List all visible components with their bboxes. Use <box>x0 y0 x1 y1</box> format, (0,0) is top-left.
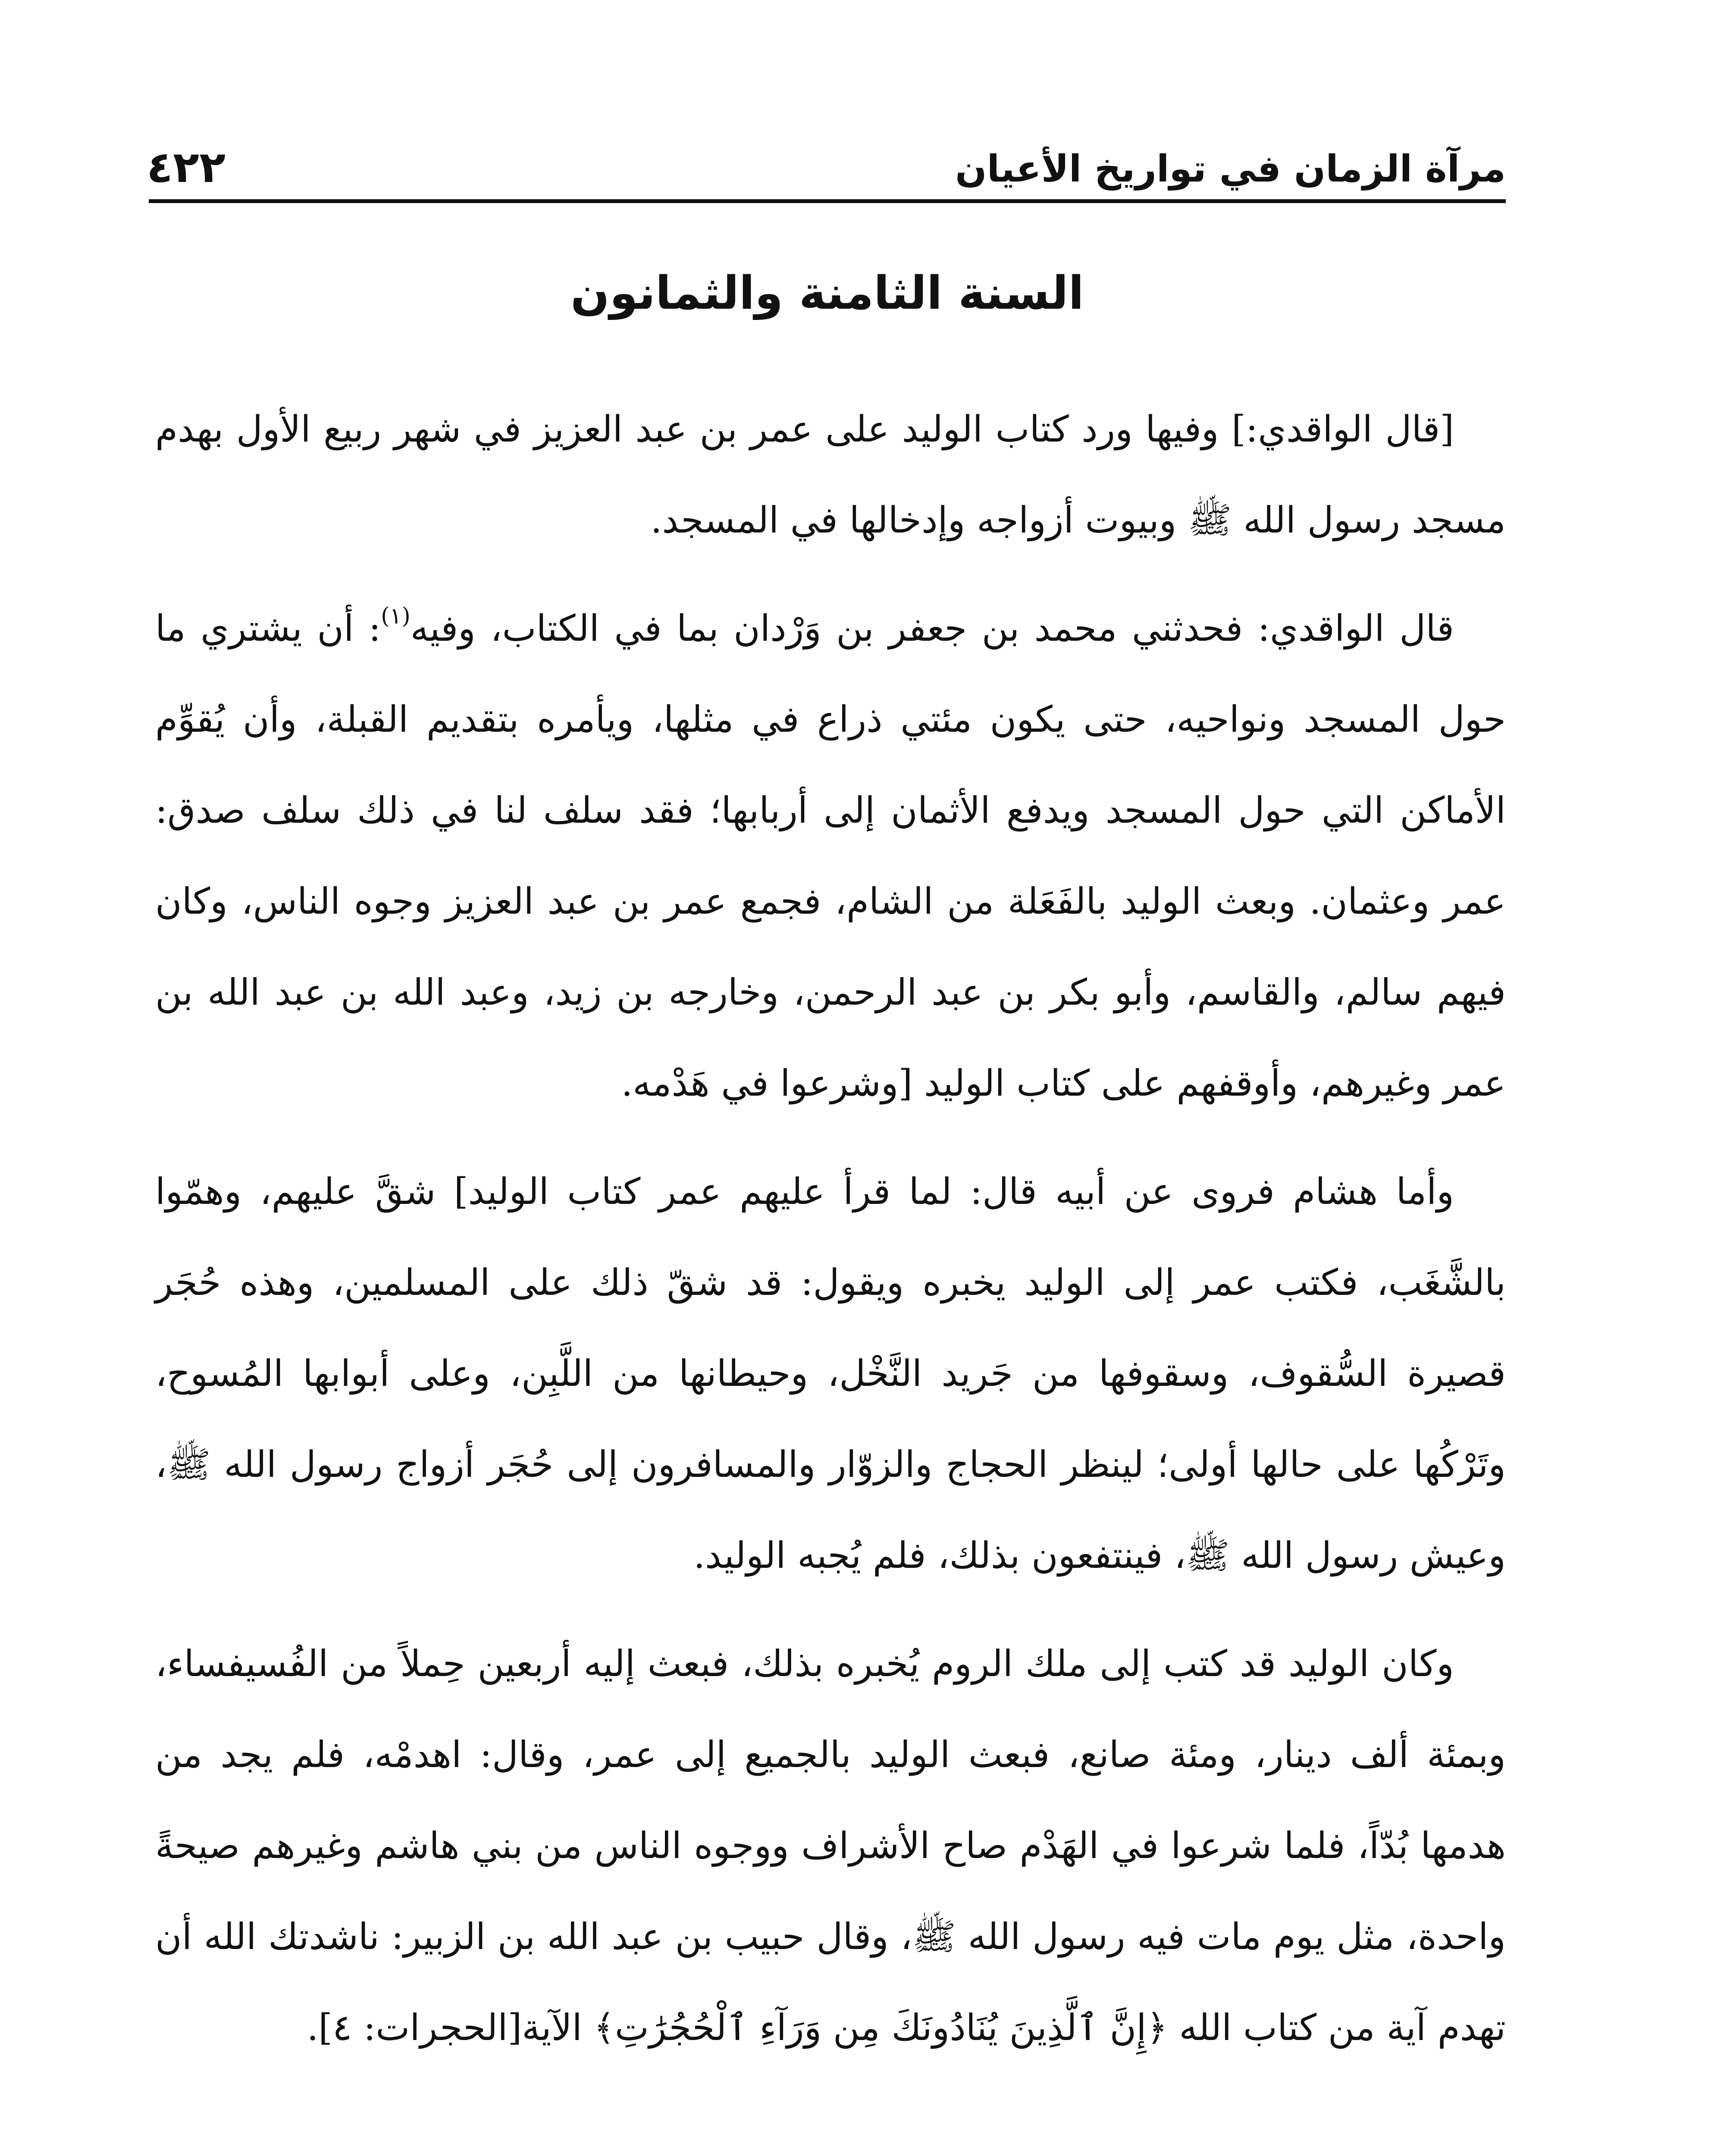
paragraph-3 <box>155 1146 1506 1601</box>
section-heading: السنة الثامنة والثمانون <box>570 266 1084 320</box>
book-title: مرآة الزمان في تواريخ الأعيان <box>955 147 1506 191</box>
paragraph-1-text: [قال الواقدي:] وفيها ورد كتاب الوليد على عمر بن عبد العزيز في شهر ربيع الأول بهدم مسجد رسول الله ﷺ وبيوت أزواجه وإدخالها في المسجد. <box>155 408 1506 541</box>
paragraph-2-text-a: قال الواقدي: فحدثني محمد بن جعفر بن وَرْدان بما في الكتاب، وفيه <box>410 607 1454 649</box>
paragraph-4-text: وكان الوليد قد كتب إلى ملك الروم يُخبره بذلك، فبعث إليه أربعين حِملاً من الفُسيفساء، وبمئة ألف دينار، ومئة صانع، فبعث الوليد بالجميع إلى عمر، وقال: اهدمْه، فلم يجد من هدمها بُدّاً، فلما شرعوا في الهَدْم صاح الأشراف ووجوه الناس من بني هاشم وغيرهم صيحةً واحدة، مثل يوم مات فيه رسول الله ﷺ، وقال حبيب بن عبد الله بن الزبير: ناشدتك الله أن تهدم آية من كتاب الله ﴿إِنَّ ٱلَّذِينَ يُنَادُونَكَ مِن وَرَآءِ ٱلْحُجُرَٰتِ﴾ الآية[الحجرات: ٤]. <box>155 1642 1506 2049</box>
header-rule <box>149 199 1506 203</box>
paragraph-2-text-b: : أن يشتري ما حول المسجد ونواحيه، حتى يكون مئتي ذراع في مثلها، ويأمره بتقديم القبلة، وأن يُقوِّم الأماكن التي حول المسجد ويدفع الأثمان إلى أربابها؛ فقد سلف لنا في ذلك سلف صدق: عمر وعثمان. وبعث الوليد بالفَعَلة من الشام، فجمع عمر بن عبد العزيز وجوه الناس، وكان فيهم سالم، والقاسم، وأبو بكر بن عبد الرحمن، وخارجه بن زيد، وعبد الله بن عبد الله بن عمر وغيرهم، وأوقفهم على كتاب الوليد [وشرعوا في هَدْمه. <box>155 607 1506 1104</box>
body-text <box>155 384 1506 2090</box>
paragraph-4 <box>155 1618 1506 2073</box>
paragraph-3-text: وأما هشام فروى عن أبيه قال: لما قرأ عليهم عمر كتاب الوليد] شقَّ عليهم، وهمّوا بالشَّغَب، فكتب عمر إلى الوليد يخبره ويقول: قد شقّ ذلك على المسلمين، وهذه حُجَر قصيرة السُّقوف، وسقوفها من جَريد النَّخْل، وحيطانها من اللَّبِن، وعلى أبوابها المُسوح، وتَرْكُها على حالها أولى؛ لينظر الحجاج والزوّار والمسافرون إلى حُجَر أزواج رسول الله ﷺ، وعيش رسول الله ﷺ، فينتفعون بذلك، فلم يُجبه الوليد. <box>155 1170 1506 1576</box>
paragraph-1 <box>155 384 1506 566</box>
page-number: ٤٢٢ <box>147 142 226 192</box>
paragraph-2 <box>155 583 1506 1129</box>
footnote-reference[interactable]: (١) <box>381 603 411 629</box>
running-header <box>147 108 1506 194</box>
